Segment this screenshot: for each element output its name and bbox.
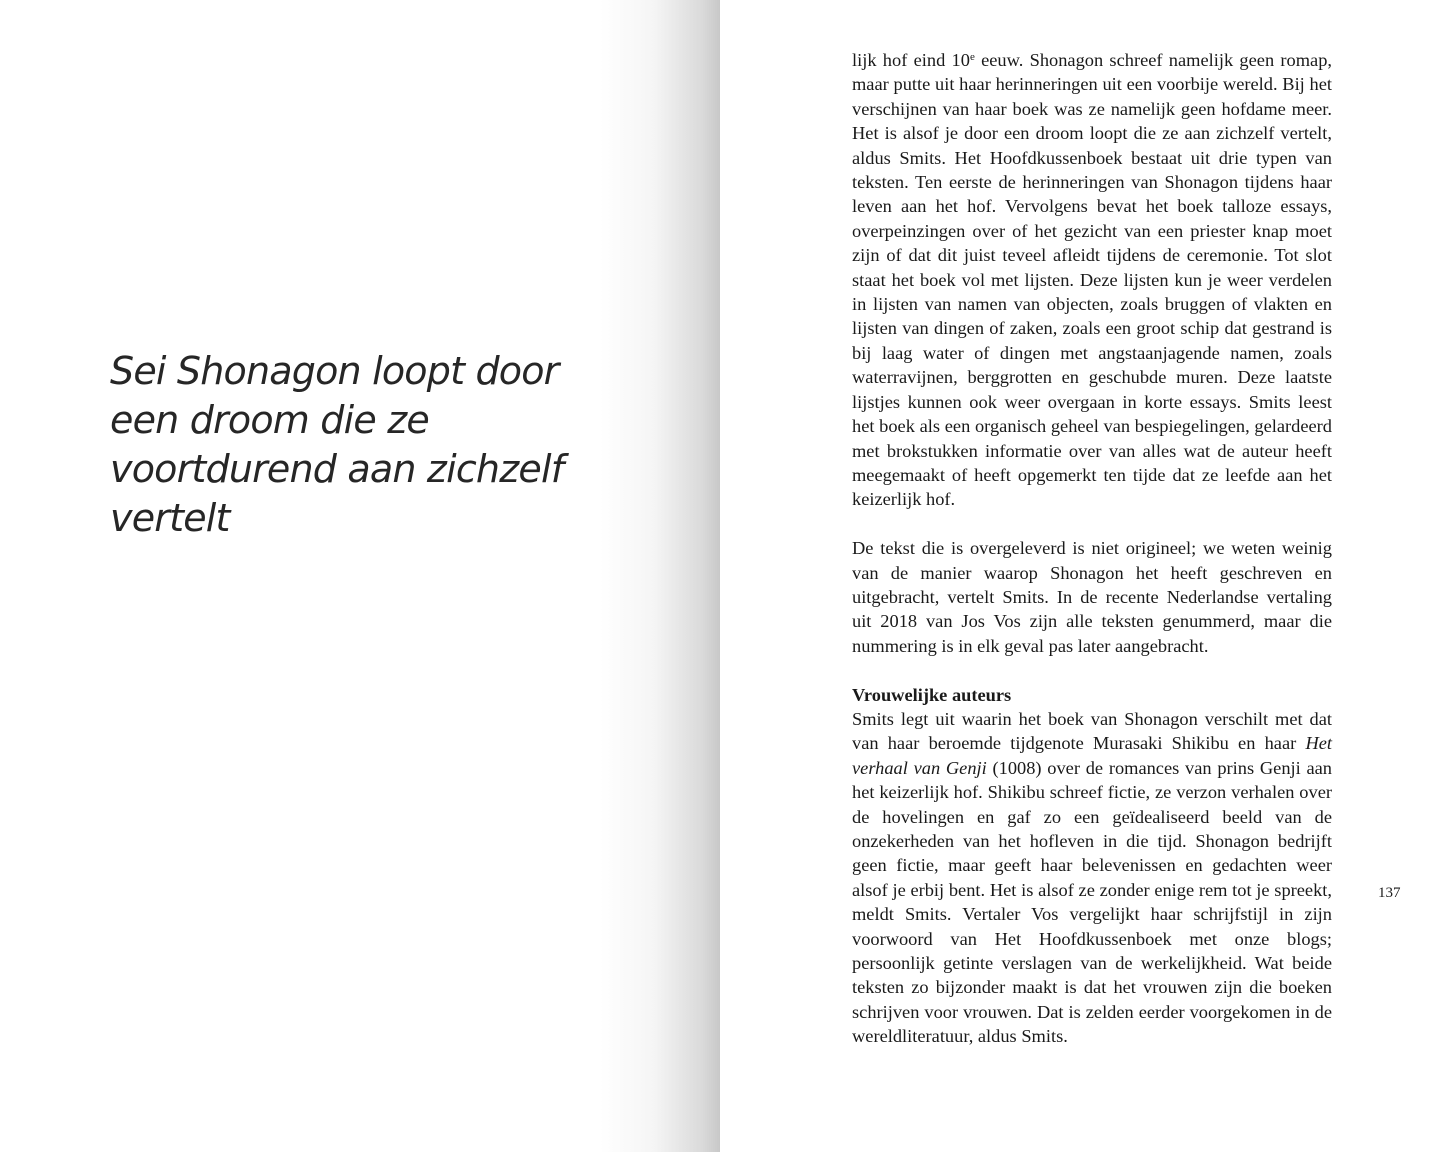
paragraph-1-rest: eeuw. Shonagon schreef namelijk geen romap, maar putte uit haar herinneringen uit een voorbije wereld. Bij het verschijnen van haar boek was ze namelijk geen hofdame meer. Het is alsof je door een droom loopt die ze aan zichzelf vertelt, aldus Smits. Het Hoofdkussenboek bestaat uit drie typen van teksten. Ten eerste de herinneringen van Shonagon tijdens haar leven aan het hof. Vervolgens bevat het boek talloze essays, overpeinzingen over of het gezicht van een priester knap moet zijn of dat dit juist teveel afleidt tijdens de ceremonie. Tot slot staat het boek vol met lijsten. Deze lijsten kun je weer verdelen in lijsten van namen van objecten, zoals bruggen of vlakten en lijsten van dingen of zaken, zoals een groot schip dat gestrand is bij laag water of dingen met angstaanjagende namen, zoals waterravijnen, berggrotten en geschubde muren. Deze laatste lijstjes kunnen ook weer overgaan in korte essays. Smits leest het boek als een organisch geheel van bespiegelingen, gelardeerd met brokstukken informatie over van alles wat de auteur heeft meegemaakt of heeft opgemerkt ten tijde dat ze leefde aan het keizerlijk hof.: [852, 50, 1332, 510]
gutter-shadow: [600, 0, 720, 1152]
pull-quote: Sei Shonagon loopt door een droom die ze voortdurend aan zichzelf vertelt: [110, 349, 564, 540]
article-body: [852, 48, 1332, 1049]
paragraph-2: De tekst die is overgeleverd is niet origineel; we weten weinig van de manier waarop Shonagon het heeft geschreven en uitgebracht, vertelt Smits. In de recente Nederlandse vertaling uit 2018 van Jos Vos zijn alle teksten genummerd, maar die nummering is in elk geval pas later aangebracht.: [852, 538, 1332, 656]
paragraph-3-rest: (1008) over de romances van prins Genji aan het keizerlijk hof. Shikibu schreef fictie, ze verzon verhalen over de hovelingen en gaf zo een geïdealiseerd beeld van de onzekerheden van het hofleven in die tijd. Shonagon bedrijft geen fictie, maar geeft haar belevenissen en gedachten weer alsof je erbij bent. Het is alsof ze zonder enige rem tot je spreekt, meldt Smits. Vertaler Vos vergelijkt haar schrijfstijl in zijn voorwoord van Het Hoofdkussenboek met onze blogs; persoonlijk getinte verslagen van de werkelijkheid. Wat beide teksten zo bijzonder maakt is dat het vrouwen zijn die boeken schrijven voor vrouwen. Dat is zelden eerder voorgekomen in de wereldliteratuur, aldus Smits.: [852, 757, 1333, 1047]
page-number: 137: [1378, 885, 1401, 901]
paragraph-1: [852, 48, 1332, 512]
paragraph-3-start: Smits legt uit waarin het boek van Shonagon verschilt met dat van haar beroemde tijdgenote Murasaki Shikibu en haar: [852, 708, 1332, 754]
superscript-e: e: [969, 51, 975, 63]
book-title-italic: Het verhaal van Genji: [852, 733, 1332, 778]
paragraph-3: [852, 707, 1332, 1049]
section-heading: Vrouwelijke auteurs: [852, 684, 1012, 705]
paragraph-1-start: lijk hof eind 10: [852, 50, 970, 70]
